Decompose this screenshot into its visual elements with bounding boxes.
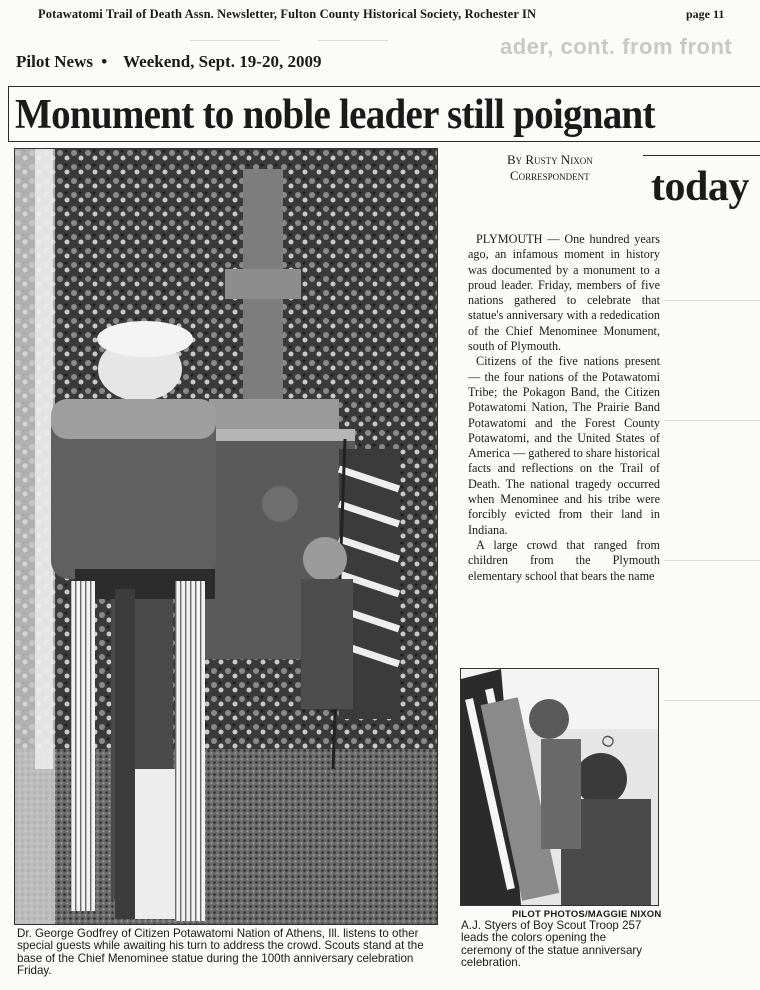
paragraph: A large crowd that ranged from children from the Plymouth elementary school that bears the name <box>468 537 660 583</box>
paragraph: PLYMOUTH — One hundred years ago, an infamous moment in history was documented by a monument to a proud leader. Friday, members of five nations gathered to celebrate that statue's anniversary with a rededication of the Chief Menominee Monument, south of Plymouth. <box>468 232 660 354</box>
issue-date: Weekend, Sept. 19-20, 2009 <box>123 52 322 71</box>
byline-rule <box>643 155 760 156</box>
paper-name: Pilot News <box>16 52 93 71</box>
headline-continuation: today <box>651 164 749 210</box>
author-role: Correspondent <box>510 168 590 183</box>
bleed-line <box>664 700 760 701</box>
top-rule <box>8 86 760 87</box>
bleed-line <box>190 40 280 41</box>
flag-bearer-image <box>461 669 658 905</box>
svg-text:O: O <box>598 732 620 751</box>
bleed-line <box>664 560 760 561</box>
main-photo-caption: Dr. George Godfrey of Citizen Potawatomi Nation of Athens, Ill. listens to other special guests while awaiting his turn to address the crowd. Scouts stand at the base of the Chief Menominee statue during the 100th anniversary celebration Friday. <box>17 927 424 978</box>
author-name: By Rusty Nixon <box>507 152 593 167</box>
page-number: page 11 <box>686 7 725 21</box>
byline <box>507 152 593 184</box>
paragraph: Citizens of the five nations present — the four nations of the Potawatomi Tribe; the Pokagon Band, the Citizen Potawatomi Nation, The Prairie Band Potawatomi and the Forest County Potawatomi, and the United States of America — gathered to share historical facts and reflections on the Trail of Death. The national tragedy occurred when Menominee and his tribe were forcibly evicted from their land in Indiana. <box>468 354 660 537</box>
bullet-separator: • <box>101 52 108 71</box>
side-photo-caption: A.J. Styers of Boy Scout Troop 257 leads the colors opening the ceremony of the statue anniversary celebration. <box>461 919 643 970</box>
masthead <box>16 52 321 72</box>
left-rule <box>8 86 9 142</box>
bleed-through-text: ader, cont. from front <box>500 34 733 59</box>
article-body <box>468 232 660 584</box>
bleed-line <box>664 420 760 421</box>
side-photo <box>460 668 659 906</box>
headline: Monument to noble leader still poignant <box>15 92 655 138</box>
headline-rule <box>8 141 760 142</box>
bleed-line <box>664 300 760 301</box>
bleed-line <box>318 40 388 41</box>
monument-scene-image <box>15 149 437 924</box>
photo-credit: PILOT PHOTOS/MAGGIE NIXON <box>512 909 662 920</box>
main-photo <box>14 148 438 925</box>
newsletter-header: Potawatomi Trail of Death Assn. Newsletter, Fulton County Historical Society, Rochester IN <box>38 7 537 21</box>
